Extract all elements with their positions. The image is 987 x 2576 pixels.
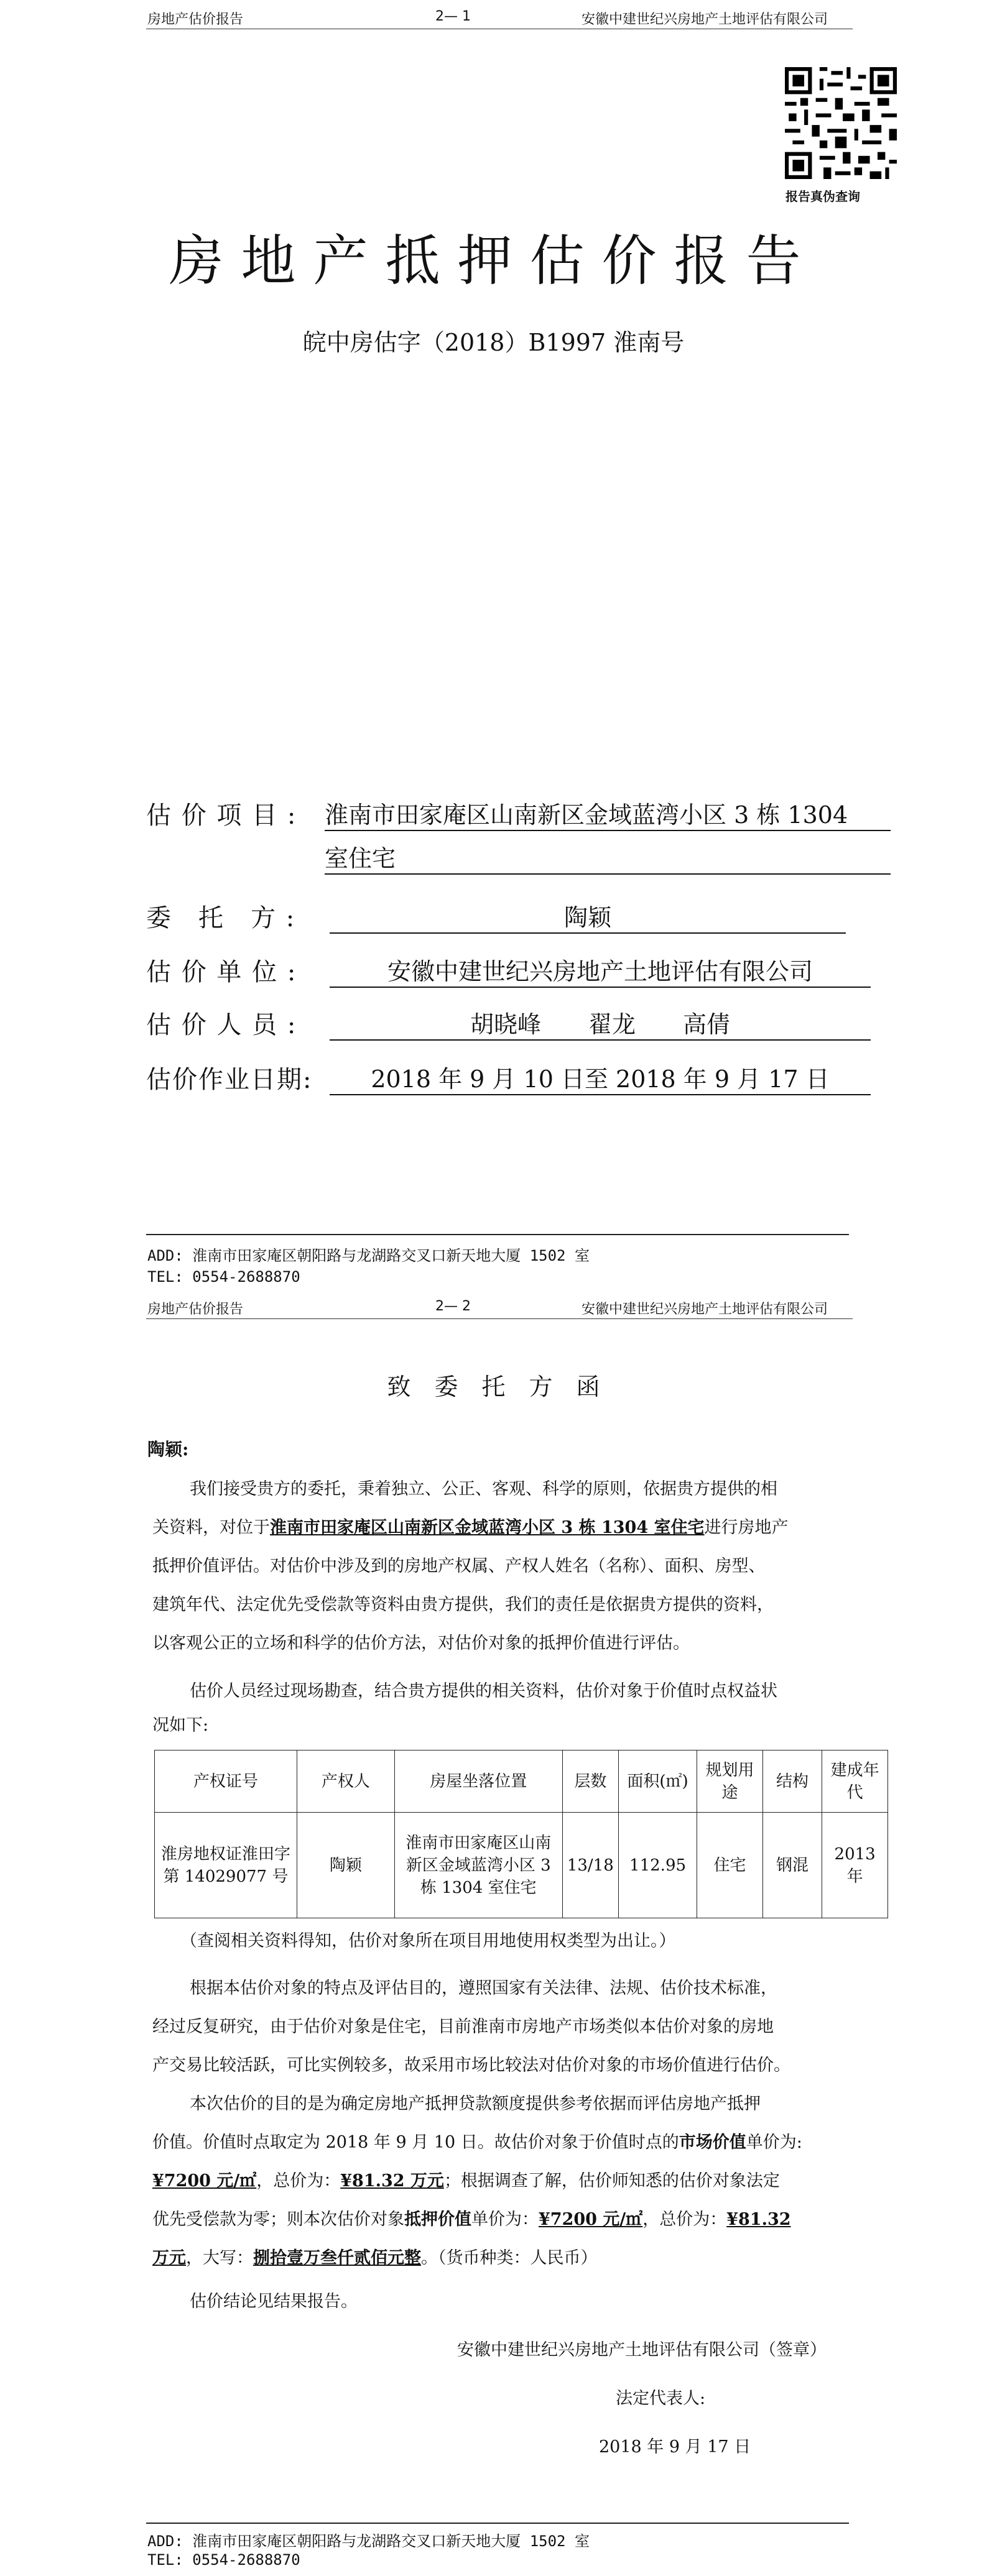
- table-header-cell: 产权人: [297, 1750, 394, 1813]
- qr-caption: 报告真伪查询: [785, 189, 860, 204]
- table-header-row: [155, 1750, 888, 1813]
- para1-line3: 抵押价值评估。对估价中涉及到的房地产权属、产权人姓名（名称）、面积、房型、: [152, 1557, 766, 1576]
- para1-line2: 关资料，对位于淮南市田家庵区山南新区金域蓝湾小区 3 栋 1304 室住宅进行房地产: [152, 1518, 789, 1537]
- date-value: 2018 年 9 月 10 日至 2018 年 9 月 17 日: [330, 1060, 871, 1095]
- table-header-cell: 层数: [562, 1750, 618, 1813]
- page1-footer-address: ADD: 淮南市田家庵区朝阳路与龙湖路交叉口新天地大厦 1502 室: [147, 1247, 590, 1264]
- para4-line3: ¥7200 元/㎡，总价为：¥81.32 万元；根据调查了解，估价师知悉的估价对象法定: [152, 2171, 780, 2191]
- para3-line2: 经过反复研究，由于估价对象是住宅，目前淮南市房地产市场类似本估价对象的房地: [152, 2017, 774, 2036]
- persons-label: 估 价 人 员 :: [146, 1011, 297, 1039]
- para3-line3: 产交易比较活跃，可比实例较多，故采用市场比较法对估价对象的市场价值进行估价。: [152, 2056, 790, 2075]
- client-label: 委 托 方 :: [146, 904, 296, 932]
- client-value: 陶颖: [330, 898, 846, 934]
- table-cell: 住宅: [697, 1813, 763, 1918]
- table-note: （查阅相关资料得知，估价对象所在项目用地使用权类型为出让。）: [180, 1931, 676, 1951]
- date-label: 估价作业日期:: [146, 1065, 313, 1094]
- para3-line1: 根据本估价对象的特点及评估目的，遵照国家有关法律、法规、估价技术标准，: [190, 1979, 777, 1998]
- mortgage-total-price: ¥81.32: [726, 2210, 791, 2229]
- page2-footer-rule: [146, 2523, 849, 2524]
- para1-line5: 以客观公正的立场和科学的估价方法，对估价对象的抵押价值进行评估。: [152, 1634, 690, 1653]
- para4-line5: 万元，大写：捌拾壹万叁仟贰佰元整。（货币种类：人民币）: [152, 2248, 598, 2268]
- table-header-cell: 结构: [762, 1750, 822, 1813]
- page1-header-right: 安徽中建世纪兴房地产土地评估有限公司: [582, 12, 828, 27]
- table-cell: 淮房地权证淮田字第 14029077 号: [155, 1813, 297, 1918]
- market-unit-price: ¥7200 元/㎡: [152, 2171, 257, 2191]
- para1-line4: 建筑年代、法定优先受偿款等资料由贵方提供，我们的责任是依据贵方提供的资料，: [152, 1595, 774, 1614]
- market-total-price: ¥81.32 万元: [340, 2171, 444, 2191]
- persons-value: 胡晓峰 翟龙 高倩: [330, 1005, 871, 1041]
- page2-header-page-number: 2— 2: [435, 1299, 471, 1314]
- signature-date: 2018 年 9 月 17 日: [599, 2437, 751, 2457]
- table-cell: 13/18: [562, 1813, 618, 1918]
- table-cell: 陶颖: [297, 1813, 394, 1918]
- report-number: 皖中房估字（2018）B1997 淮南号: [302, 329, 685, 356]
- table-header-cell: 建成年代: [822, 1750, 888, 1813]
- report-title: 房地产抵押估价报告: [169, 229, 818, 293]
- appraisal-object-address: 淮南市田家庵区山南新区金域蓝湾小区 3 栋 1304 室住宅: [270, 1518, 705, 1537]
- para4-line1: 本次估价的目的是为确定房地产抵押贷款额度提供参考依据而评估房地产抵押: [190, 2094, 761, 2114]
- qr-code-icon[interactable]: [785, 67, 897, 179]
- table-cell: 淮南市田家庵区山南新区金域蓝湾小区 3 栋 1304 室住宅: [394, 1813, 562, 1918]
- project-value-line1: 淮南市田家庵区山南新区金域蓝湾小区 3 栋 1304: [325, 796, 891, 831]
- page2-footer-address: ADD: 淮南市田家庵区朝阳路与龙湖路交叉口新天地大厦 1502 室: [147, 2532, 590, 2550]
- amount-in-words: 捌拾壹万叁仟贰佰元整: [253, 2248, 421, 2268]
- unit-label: 估 价 单 位 :: [146, 958, 297, 987]
- para5: 估价结论见结果报告。: [190, 2292, 358, 2311]
- page1-header-page-number: 2— 1: [435, 9, 471, 24]
- page2-footer-tel: TEL: 0554-2688870: [147, 2551, 300, 2569]
- letter-salutation: 陶颖:: [147, 1439, 189, 1460]
- page2-header-left: 房地产估价报告: [147, 1302, 244, 1317]
- table-header-cell: 房屋坐落位置: [394, 1750, 562, 1813]
- table-cell: 2013 年: [822, 1813, 888, 1918]
- mortgage-unit-price: ¥7200 元/㎡: [539, 2210, 643, 2229]
- unit-value: 安徽中建世纪兴房地产土地评估有限公司: [330, 952, 871, 988]
- page2-header-right: 安徽中建世纪兴房地产土地评估有限公司: [582, 1302, 828, 1317]
- table-row: [155, 1813, 888, 1918]
- signature-representative: 法定代表人:: [616, 2389, 706, 2408]
- property-table: [154, 1750, 888, 1918]
- letter-title: 致 委 托 方 函: [387, 1373, 600, 1401]
- para1-line1: 我们接受贵方的委托，秉着独立、公正、客观、科学的原则，依据贵方提供的相: [190, 1479, 777, 1499]
- para2-line2: 况如下:: [152, 1716, 209, 1735]
- project-label: 估 价 项 目 :: [146, 801, 297, 830]
- page1-footer-tel: TEL: 0554-2688870: [147, 1268, 300, 1286]
- table-header-cell: 产权证号: [155, 1750, 297, 1813]
- page2-header-rule: [146, 1318, 853, 1319]
- para4-line2: 价值。价值时点取定为 2018 年 9 月 10 日。故估价对象于价值时点的市场价值单价为:: [152, 2133, 802, 2152]
- table-cell: 112.95: [618, 1813, 697, 1918]
- page1-footer-rule: [146, 1234, 849, 1235]
- para4-line4: 优先受偿款为零；则本次估价对象抵押价值单价为：¥7200 元/㎡，总价为：¥81.32: [152, 2210, 791, 2229]
- page1-header-left: 房地产估价报告: [147, 12, 244, 27]
- para2-line1: 估价人员经过现场勘查，结合贵方提供的相关资料，估价对象于价值时点权益状: [190, 1681, 777, 1701]
- table-cell: 钢混: [762, 1813, 822, 1918]
- project-value-line2: 室住宅: [325, 839, 891, 875]
- signature-company: 安徽中建世纪兴房地产土地评估有限公司（签章）: [457, 2340, 827, 2360]
- table-header-cell: 面积(㎡): [618, 1750, 697, 1813]
- table-header-cell: 规划用途: [697, 1750, 763, 1813]
